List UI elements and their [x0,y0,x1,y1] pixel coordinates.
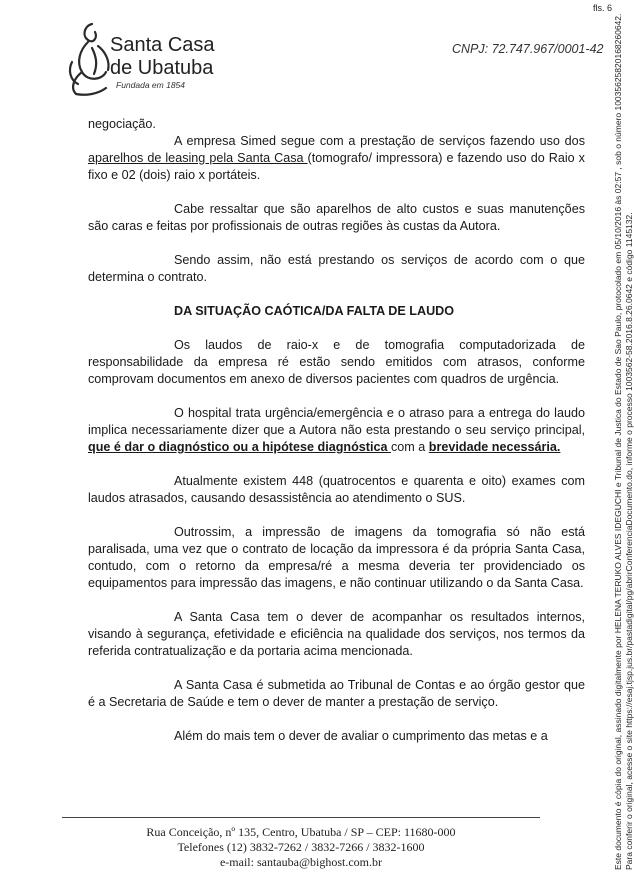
paragraph-4: Os laudos de raio-x e de tomografia computadorizada de responsabilidade da empresa ré estão sendo emitidos com atrasos, conforme comprovam documentos em anexo de diversos pacientes com quadros de urgência. [88,338,585,386]
paragraph-3: Sendo assim, não está prestando os serviços de acordo com o que determina o contrato. [88,253,585,284]
paragraph-5 [88,405,585,456]
paragraph-6: Atualmente existem 448 (quatrocentos e quarenta e oito) exames com laudos atrasados, causando desassistência ao atendimento o SUS. [88,474,585,505]
paragraph-10: Além do mais tem o dever de avaliar o cumprimento das metas e a [174,729,548,743]
paragraph-5-emphasis-2: brevidade necessária. [428,440,561,454]
paragraph-7: Outrossim, a impressão de imagens da tomografia só não está paralisada, uma vez que o contrato de locação da impressora é da própria Santa Casa, contudo, com o retorno da empresa/ré a mesma deveria ter providenciado os equipamentos para impressão das imagens, e não continuar utilizando o da Santa Casa. [88,525,585,590]
paragraph-1-text-b: (tomografo/ impressora) e fazendo uso do Raio x fixo e 02 (dois) raio x portáteis. [88,151,585,182]
paragraph-1 [88,133,585,184]
footer-phones: Telefones (12) 3832-7262 / 3832-7266 / 3832-1600 [177,840,425,854]
paragraph-5-text-a: O hospital trata urgência/emergência e o atraso para a entrega do laudo implica necessariamente dizer que a Autora não esta prestando o seu serviço principal, [88,406,585,437]
footer-email: e-mail: santauba@bighost.com.br [219,855,382,869]
founded-year: Fundada em 1854 [116,80,185,90]
page-footer [62,825,540,870]
paragraph-5-text-c: com a [391,440,429,454]
paragraph-0: negociação. [88,117,156,131]
digital-signature-note [611,0,634,878]
signature-note-line1: Este documento é cópia do original, assinado digitalmente por HELENA TERUKO ALVES IDEGUCHI e Tribunal de Justica do Estado de Sao Paulo, protocolado em 05/10/2016 às 02:57 , sob o número 10035625820168260642. [613,13,623,870]
cnpj-number: CNPJ: 72.747.967/0001-42 [452,42,604,56]
paragraph-1-underlined: aparelhos de leasing pela Santa Casa [88,151,308,165]
paragraph-8: A Santa Casa tem o dever de acompanhar os resultados internos, visando à segurança, efetividade e eficiência na qualidade dos serviços, nos termos da referida contratualização e da portaria acima mencionada. [88,610,585,658]
page-number-marker: fls. 6 [592,3,612,13]
footer-address: Rua Conceição, nº 135, Centro, Ubatuba / SP – CEP: 11680-000 [146,825,456,839]
organization-name-line2: de Ubatuba [110,57,214,79]
footer-divider [62,817,540,818]
section-heading: DA SITUAÇÃO CAÓTICA/DA FALTA DE LAUDO [174,304,455,318]
paragraph-5-emphasis-1: que é dar o diagnóstico ou a hipótese diagnóstica [88,440,391,454]
paragraph-1-text-a: A empresa Simed segue com a prestação de serviços fazendo uso dos [174,134,585,148]
signature-note-line2: Para conferir o original, acesse o site https://esaj.tjsp.jus.br/pastadigital/pg/abrirConferenciaDocumento.do, informe o processo 1003562-58.2016.8.26.0642 e código 1145132. [623,212,634,870]
paragraph-9: A Santa Casa é submetida ao Tribunal de Contas e ao órgão gestor que é a Secretaria de Saúde e tem o dever de manter a prestação de serviço. [88,678,585,709]
document-body [88,116,585,762]
organization-name-line1: Santa Casa [110,34,215,56]
paragraph-2: Cabe ressaltar que são aparelhos de alto custos e suas manutenções são caras e feitas por profissionais de outras regiões às custas da Autora. [88,202,585,233]
